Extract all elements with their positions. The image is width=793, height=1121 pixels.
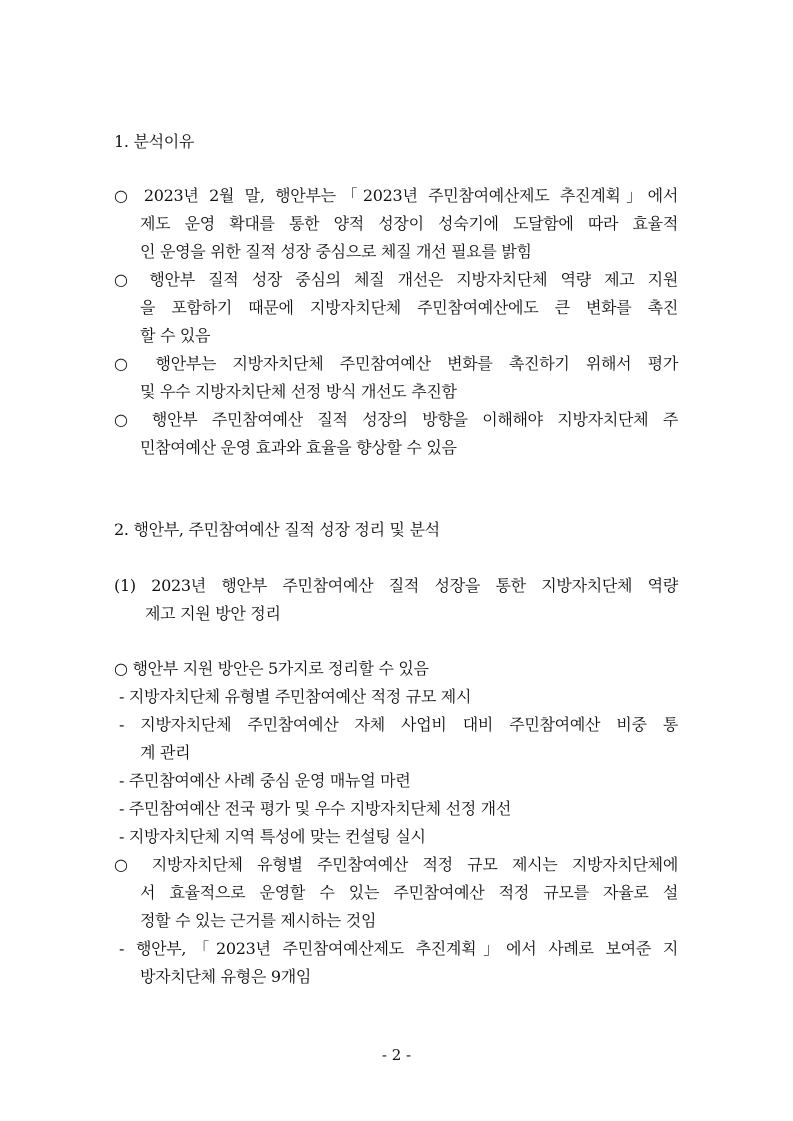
section-heading-analysis-reason: 1. 분석이유 (114, 132, 195, 151)
dash-item: - 행안부,「2023년 주민참여예산제도 추진계획」에서 사례로 보여준 지 (119, 939, 678, 958)
bullet-line: ○ 행안부 지원 방안은 5가지로 정리할 수 있음 (114, 659, 429, 678)
bullet-continuation: 을 포함하기 때문에 지방자치단체 주민참여예산에도 큰 변화를 촉진 (140, 298, 678, 317)
bullet-line: ○ 지방자치단체 유형별 주민참여예산 적정 규모 제시는 지방자치단체에 (114, 855, 678, 874)
bullet-continuation: 정할 수 있는 근거를 제시하는 것임 (140, 911, 377, 930)
bullet-line: ○ 행안부 질적 성장 중심의 체질 개선은 지방자치단체 역량 제고 지원 (114, 270, 678, 289)
bullet-continuation: 제도 운영 확대를 통한 양적 성장이 성숙기에 도달함에 따라 효율적 (140, 214, 678, 233)
bullet-continuation: 인 운영을 위한 질적 성장 중심으로 체질 개선 필요를 밝힘 (140, 242, 532, 261)
bullet-continuation: 서 효율적으로 운영할 수 있는 주민참여예산 적정 규모를 자율로 설 (140, 883, 678, 902)
dash-item: - 지방자치단체 주민참여예산 자체 사업비 대비 주민참여예산 비중 통 (119, 715, 678, 734)
subsection-heading: (1) 2023년 행안부 주민참여예산 질적 성장을 통한 지방자치단체 역량 (114, 576, 678, 595)
dash-item-continuation: 계 관리 (140, 743, 191, 762)
dash-item: - 지방자치단체 유형별 주민참여예산 적정 규모 제시 (119, 687, 472, 706)
dash-item: - 주민참여예산 사례 중심 운영 매뉴얼 마련 (119, 771, 411, 790)
bullet-line: ○ 2023년 2월 말, 행안부는「2023년 주민참여예산제도 추진계획」에서 (114, 186, 678, 205)
bullet-line: ○ 행안부 주민참여예산 질적 성장의 방향을 이해해야 지방자치단체 주 (114, 410, 678, 429)
section-heading-growth-analysis: 2. 행안부, 주민참여예산 질적 성장 정리 및 분석 (114, 520, 440, 539)
bullet-line: ○ 행안부는 지방자치단체 주민참여예산 변화를 촉진하기 위해서 평가 (114, 354, 678, 373)
dash-item-continuation: 방자치단체 유형은 9개임 (140, 967, 312, 986)
dash-item: - 주민참여예산 전국 평가 및 우수 지방자치단체 선정 개선 (119, 799, 511, 818)
dash-item: - 지방자치단체 지역 특성에 맞는 컨설팅 실시 (119, 827, 426, 846)
bullet-continuation: 민참여예산 운영 효과와 효율을 향상할 수 있음 (140, 438, 457, 457)
page-number: - 2 - (381, 1046, 412, 1064)
subsection-heading-continuation: 제고 지원 방안 정리 (145, 604, 281, 623)
bullet-continuation: 할 수 있음 (140, 326, 211, 345)
bullet-continuation: 및 우수 지방자치단체 선정 방식 개선도 추진함 (140, 382, 457, 401)
